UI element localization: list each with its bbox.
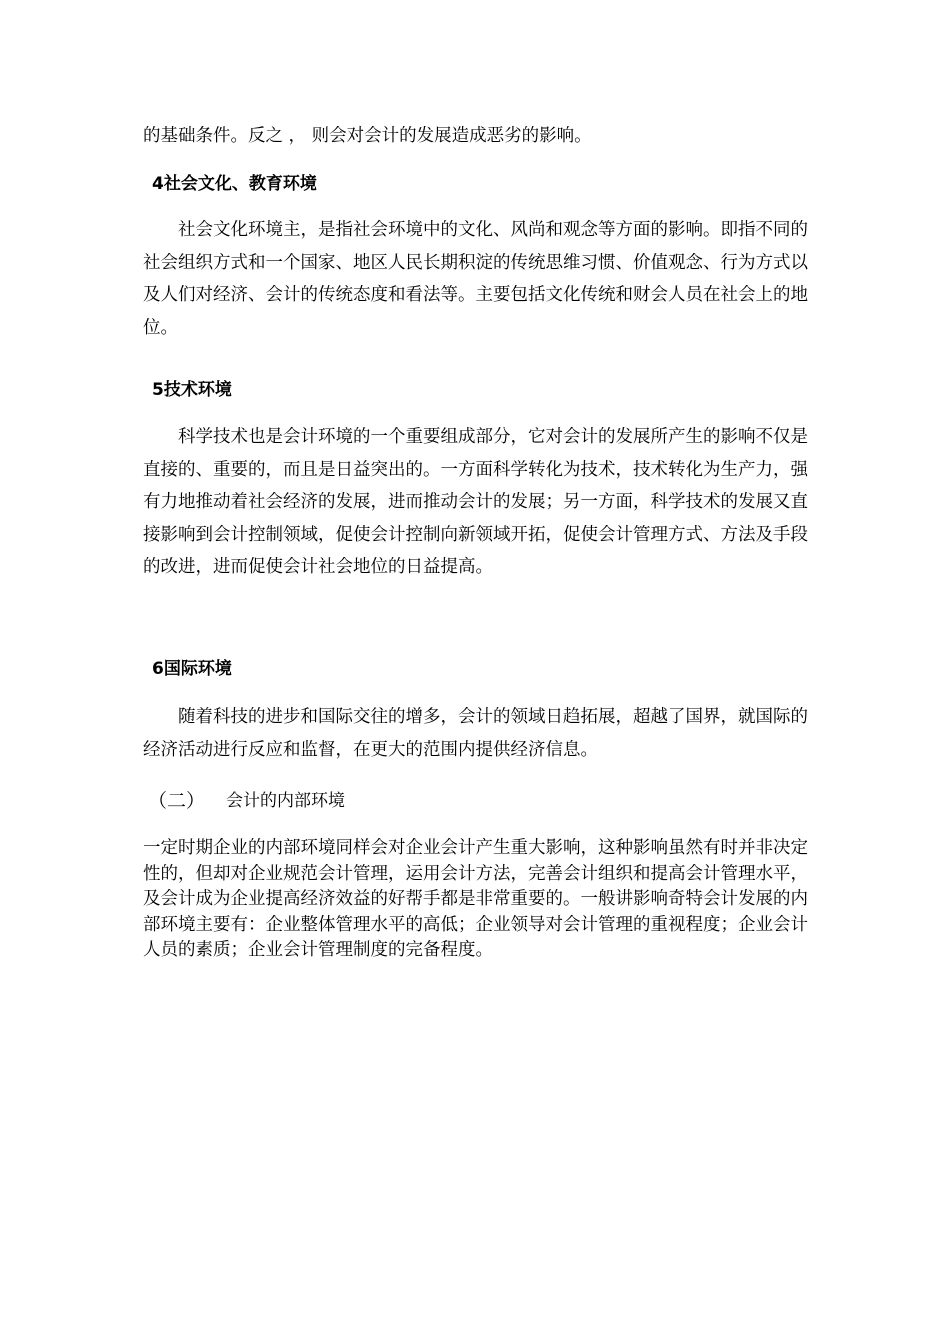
part-two-body: 一定时期企业的内部环境同样会对企业会计产生重大影响，这种影响虽然有时并非决定性的，但却对企业规范会计管理，运用会计方法，完善会计组织和提高会计管理水平，及会计成为企业提高经济效益的好帮手都是非常重要的。一般讲影响奇特会计发展的内部环境主要有：企业整体管理水平的高低；企业领导对会计管理的重视程度；企业会计人员的素质；企业会计管理制度的完备程度。 xyxy=(143,838,808,961)
section-4-body-block xyxy=(143,214,808,344)
section-body: 社会文化环境主，是指社会环境中的文化、风尚和观念等方面的影响。即指不同的社会组织方式和一个国家、地区人民长期积淀的传统思维习惯、价值观念、行为方式以及人们对经济、会计的传统态度和看法等。主要包括文化传统和财会人员在社会上的地位。 xyxy=(143,220,808,338)
part-two-title: 会计的内部环境 xyxy=(226,791,345,811)
section-5-heading-block xyxy=(143,378,808,402)
section-5-body-block xyxy=(143,421,808,584)
section-heading: 5技术环境 xyxy=(152,380,232,400)
part-two-body-block xyxy=(143,836,808,964)
section-heading: 4社会文化、教育环境 xyxy=(152,174,317,194)
part-two-heading-block xyxy=(143,788,808,814)
section-6-body-block xyxy=(143,701,808,766)
section-heading: 6国际环境 xyxy=(152,659,232,679)
intro-paragraph-block xyxy=(143,120,808,153)
section-body: 科学技术也是会计环境的一个重要组成部分，它对会计的发展所产生的影响不仅是直接的、重要的，而且是日益突出的。一方面科学转化为技术，技术转化为生产力，强有力地推动着社会经济的发展，进而推动会计的发展；另一方面，科学技术的发展又直接影响到会计控制领域，促使会计控制向新领域开拓，促使会计管理方式、方法及手段的改进，进而促使会计社会地位的日益提高。 xyxy=(143,427,808,577)
section-6-heading-block xyxy=(143,657,808,681)
section-body: 随着科技的进步和国际交往的增多，会计的领域日趋拓展，超越了国界，就国际的经济活动进行反应和监督，在更大的范围内提供经济信息。 xyxy=(143,707,808,760)
section-4-heading-block xyxy=(143,172,808,196)
part-two-number: （二） xyxy=(148,790,206,812)
part-two-heading xyxy=(143,788,808,814)
intro-paragraph: 的基础条件。反之 ， 则会对会计的发展造成恶劣的影响。 xyxy=(143,126,592,146)
